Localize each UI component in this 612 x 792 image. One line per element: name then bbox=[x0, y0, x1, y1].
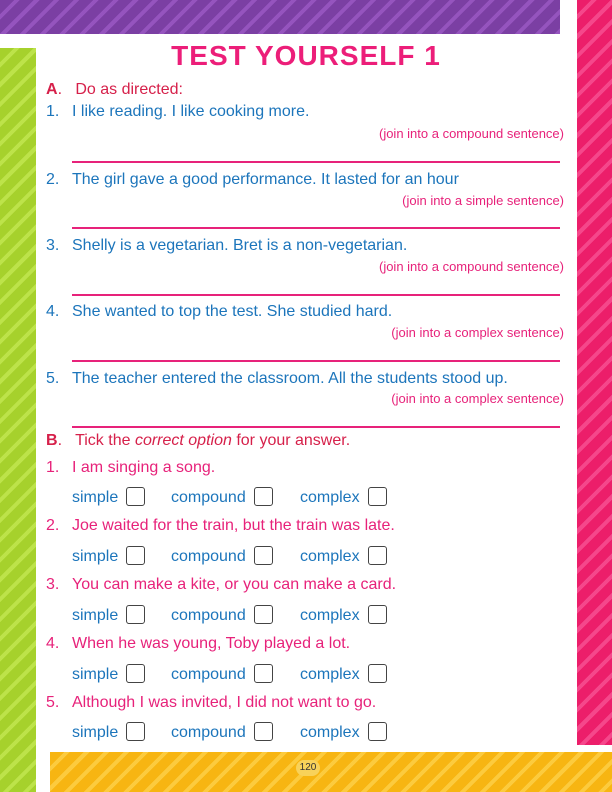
section-a-instruction: Do as directed: bbox=[75, 81, 183, 98]
option-complex-label: complex bbox=[300, 548, 360, 565]
checkbox-compound-3[interactable] bbox=[254, 605, 273, 624]
option-complex-label: complex bbox=[300, 489, 360, 506]
option-simple-label: simple bbox=[72, 666, 119, 683]
a-question-1: 1. I like reading. I like cooking more. bbox=[46, 103, 310, 120]
a-question-3: 3. Shelly is a vegetarian. Bret is a non-vegetarian. bbox=[46, 237, 408, 254]
checkbox-compound-2[interactable] bbox=[254, 546, 273, 565]
checkbox-simple-4[interactable] bbox=[126, 664, 145, 683]
option-compound-label: compound bbox=[171, 666, 246, 683]
answer-line-4[interactable] bbox=[72, 360, 560, 362]
decorative-border-left bbox=[0, 48, 36, 792]
option-compound-label: compound bbox=[171, 548, 246, 565]
checkbox-complex-4[interactable] bbox=[368, 664, 387, 683]
b-question-5: 5. Although I was invited, I did not want to go. bbox=[46, 694, 377, 711]
checkbox-simple-3[interactable] bbox=[126, 605, 145, 624]
a-hint-3: (join into a compound sentence) bbox=[378, 259, 564, 274]
checkbox-simple-1[interactable] bbox=[126, 487, 145, 506]
a-hint-5: (join into a complex sentence) bbox=[391, 391, 564, 406]
a-question-4: 4. She wanted to top the test. She studied hard. bbox=[46, 303, 393, 320]
a-question-5: 5. The teacher entered the classroom. All the students stood up. bbox=[46, 370, 508, 387]
section-b-heading: B. Tick the correct option for your answer. bbox=[46, 432, 351, 449]
answer-line-2[interactable] bbox=[72, 227, 560, 229]
b-question-3: 3. You can make a kite, or you can make a card. bbox=[46, 576, 397, 593]
answer-line-1[interactable] bbox=[72, 161, 560, 163]
option-complex-label: complex bbox=[300, 666, 360, 683]
option-complex-label: complex bbox=[300, 607, 360, 624]
answer-line-5[interactable] bbox=[72, 426, 560, 428]
page-number: 120 bbox=[296, 760, 320, 776]
a-hint-1: (join into a compound sentence) bbox=[378, 126, 564, 141]
checkbox-compound-4[interactable] bbox=[254, 664, 273, 683]
decorative-border-top bbox=[0, 0, 560, 34]
b-question-4: 4. When he was young, Toby played a lot. bbox=[46, 635, 351, 652]
option-simple-label: simple bbox=[72, 489, 119, 506]
option-simple-label: simple bbox=[72, 724, 119, 741]
page-title: TEST YOURSELF 1 bbox=[171, 40, 441, 71]
option-compound-label: compound bbox=[171, 607, 246, 624]
answer-line-3[interactable] bbox=[72, 294, 560, 296]
section-a-letter: A bbox=[46, 81, 58, 98]
checkbox-complex-5[interactable] bbox=[368, 722, 387, 741]
section-b-emphasis: correct option bbox=[134, 432, 232, 449]
option-compound-label: compound bbox=[171, 489, 246, 506]
b-question-1: 1. I am singing a song. bbox=[46, 459, 216, 476]
decorative-border-bottom bbox=[50, 752, 612, 792]
a-hint-2: (join into a simple sentence) bbox=[402, 193, 564, 208]
checkbox-compound-1[interactable] bbox=[254, 487, 273, 506]
checkbox-complex-3[interactable] bbox=[368, 605, 387, 624]
checkbox-compound-5[interactable] bbox=[254, 722, 273, 741]
section-b-letter: B bbox=[46, 432, 58, 449]
decorative-border-right bbox=[577, 0, 612, 745]
a-hint-4: (join into a complex sentence) bbox=[391, 325, 564, 340]
section-a-heading: A. Do as directed: bbox=[46, 81, 183, 98]
option-compound-label: compound bbox=[171, 724, 246, 741]
checkbox-complex-2[interactable] bbox=[368, 546, 387, 565]
option-complex-label: complex bbox=[300, 724, 360, 741]
checkbox-simple-5[interactable] bbox=[126, 722, 145, 741]
a-question-2: 2. The girl gave a good performance. It lasted for an hour bbox=[46, 171, 459, 188]
checkbox-complex-1[interactable] bbox=[368, 487, 387, 506]
checkbox-simple-2[interactable] bbox=[126, 546, 145, 565]
b-question-2: 2. Joe waited for the train, but the train was late. bbox=[46, 517, 395, 534]
option-simple-label: simple bbox=[72, 548, 119, 565]
option-simple-label: simple bbox=[72, 607, 119, 624]
